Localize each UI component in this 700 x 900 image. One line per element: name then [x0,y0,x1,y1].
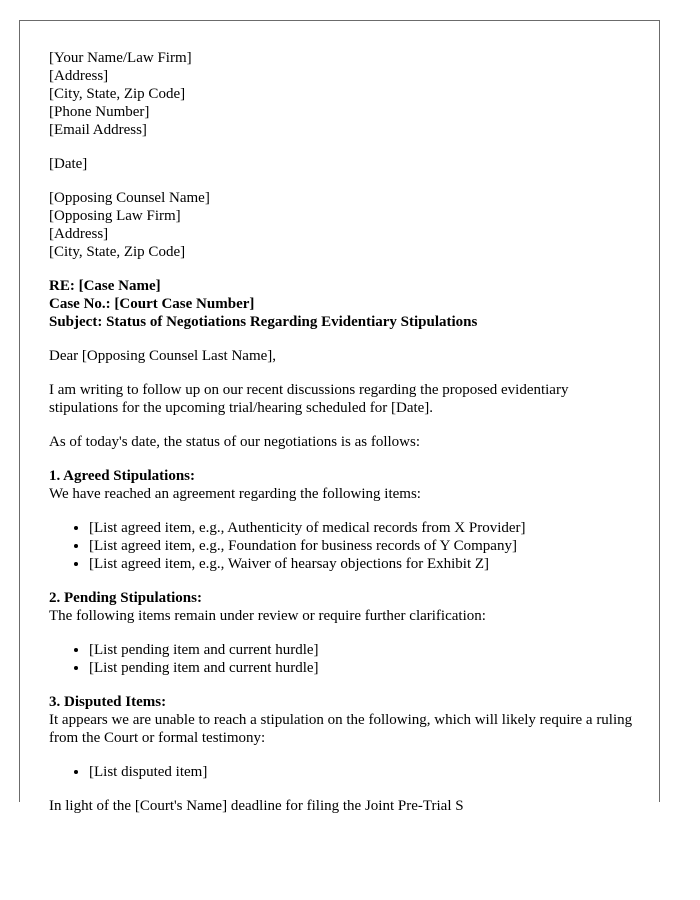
agreed-list [49,519,639,573]
disputed-list [49,763,639,781]
letter-content [49,49,639,831]
agreed-intro: We have reached an agreement regarding the following items: [49,486,421,502]
disputed-heading: 3. Disputed Items: [49,694,167,710]
list-item: • [List pending item and current hurdle] [89,641,639,659]
sender-name: [Your Name/Law Firm] [49,50,192,66]
pending-list [49,641,639,677]
case-number-line: Case No.: [Court Case Number] [49,296,255,312]
agreed-section [49,467,639,573]
salutation: Dear [Opposing Counsel Last Name], [49,348,277,364]
intro-paragraph: I am writing to follow up on our recent discussions regarding the proposed evidentiary stipulations for the upcoming trial/hearing scheduled for [Date]. [49,382,569,416]
pending-section [49,589,639,677]
status-line: As of today's date, the status of our negotiations is as follows: [49,434,420,450]
letter-date: [Date] [49,156,88,172]
disputed-section [49,693,639,781]
recipient-city-state-zip: [City, State, Zip Code] [49,244,186,260]
list-item: • [List disputed item] [89,763,639,781]
agreed-heading: 1. Agreed Stipulations: [49,468,195,484]
sender-email: [Email Address] [49,122,147,138]
letter-page [19,20,660,814]
recipient-name: [Opposing Counsel Name] [49,190,210,206]
date-block [49,155,639,173]
list-item: • [List agreed item, e.g., Waiver of hearsay objections for Exhibit Z] [89,555,639,573]
disputed-intro: It appears we are unable to reach a stipulation on the following, which will likely require a ruling from the Court or formal testimony: [49,712,633,746]
list-item: • [List agreed item, e.g., Foundation for business records of Y Company] [89,537,639,555]
pending-heading: 2. Pending Stipulations: [49,590,202,606]
list-item: • [List agreed item, e.g., Authenticity of medical records from X Provider] [89,519,639,537]
sender-block [49,49,639,139]
sender-phone: [Phone Number] [49,104,150,120]
sender-address: [Address] [49,68,109,84]
recipient-block [49,189,639,261]
subject-line: Subject: Status of Negotiations Regarding Evidentiary Stipulations [49,314,478,330]
pending-intro: The following items remain under review or require further clarification: [49,608,486,624]
re-block [49,277,639,331]
recipient-address: [Address] [49,226,109,242]
recipient-firm: [Opposing Law Firm] [49,208,181,224]
sender-city-state-zip: [City, State, Zip Code] [49,86,186,102]
list-item: • [List pending item and current hurdle] [89,659,639,677]
re-line: RE: [Case Name] [49,278,161,294]
closing-paragraph-partial: In light of the [Court's Name] deadline for filing the Joint Pre-Trial S [49,798,464,814]
